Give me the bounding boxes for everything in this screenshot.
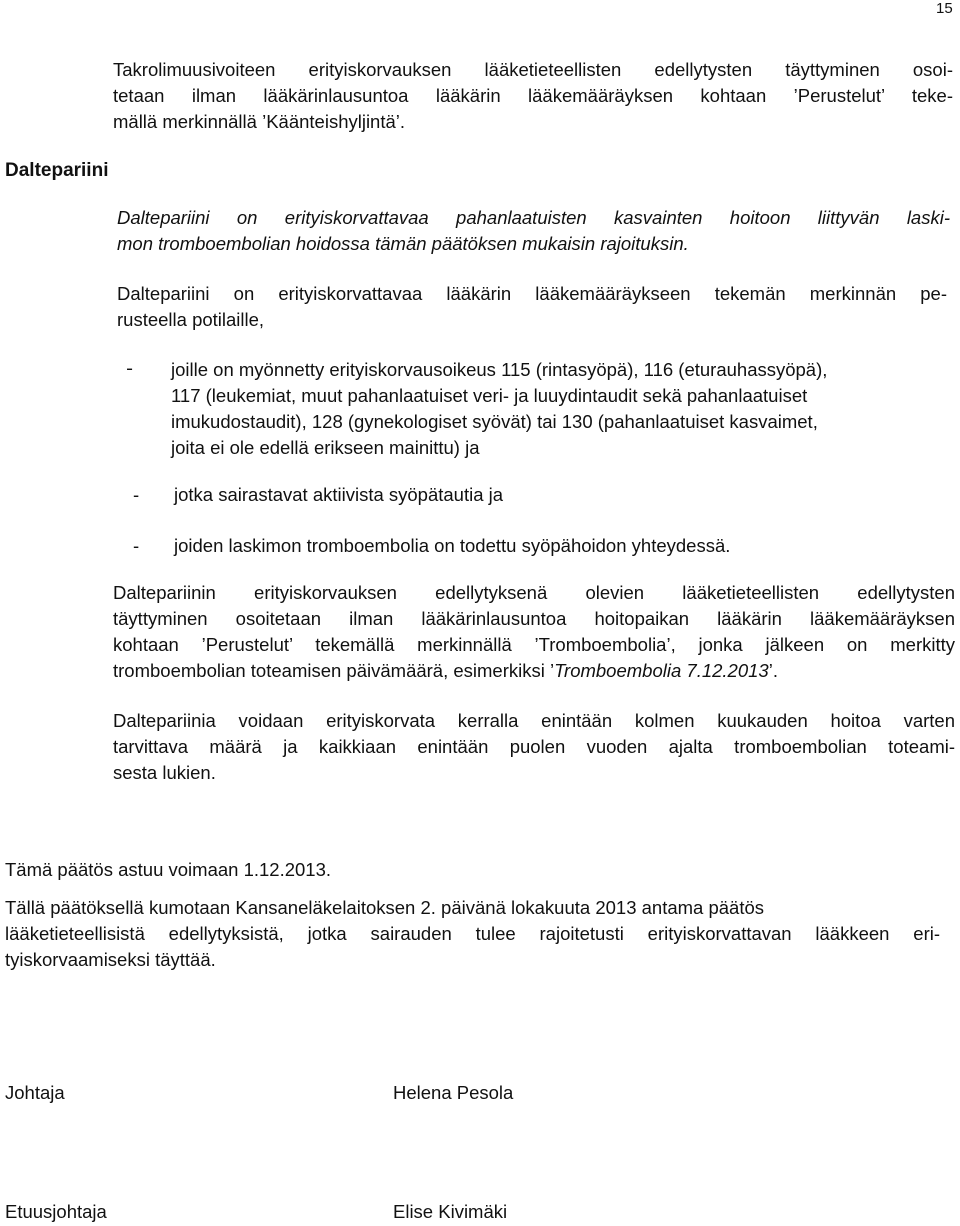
paragraph-line: tyiskorvaamiseksi täyttää. (5, 949, 216, 970)
list-dash: - (124, 359, 136, 380)
page-number: 15 (936, 0, 953, 17)
paragraph-kerralla (113, 708, 955, 786)
signature-title: Johtaja (5, 1082, 65, 1103)
paragraph-text: ’. (768, 660, 778, 681)
paragraph-line: täyttyminen osoitetaan ilman lääkärinlausuntoa hoitopaikan lääkärin lääkemääräyksen (113, 608, 955, 629)
signature-name: Helena Pesola (393, 1082, 514, 1103)
paragraph-intro (117, 281, 947, 333)
paragraph-line: sesta lukien. (113, 762, 216, 783)
paragraph-line: mon tromboembolian hoidossa tämän päätöksen mukaisin rajoituksin. (117, 233, 689, 254)
paragraph-line: lääketieteellisistä edellytyksistä, jotka sairauden tulee rajoitetusti erityiskorvattavan lääkkeen eri- (5, 923, 940, 944)
list-item-line: joille on myönnetty erityiskorvausoikeus 115 (rintasyöpä), 116 (eturauhassyöpä), (171, 359, 828, 380)
signature-title: Etuusjohtaja (5, 1201, 107, 1222)
list-dash: - (133, 484, 140, 505)
paragraph-line: tarvittava määrä ja kaikkiaan enintään puolen vuoden ajalta tromboembolian toteami- (113, 736, 955, 757)
list-item-line: joita ei ole edellä erikseen mainittu) ja (171, 437, 480, 458)
paragraph-erityiskorvattava-italic (117, 205, 950, 257)
list-item-line: imukudostaudit), 128 (gynekologiset syövät) tai 130 (pahanlaatuiset kasvaimet, (171, 411, 818, 432)
paragraph-line: Daltepariini on erityiskorvattavaa lääkärin lääkemääräykseen tekemän merkinnän pe- (117, 283, 947, 304)
list-item-1 (171, 357, 956, 461)
paragraph-line: mällä merkinnällä ’Käänteishyljintä’. (113, 111, 406, 132)
paragraph-line: Daltepariinia voidaan erityiskorvata kerralla enintään kolmen kuukauden hoitoa varten (113, 710, 955, 731)
paragraph-line: tetaan ilman lääkärinlausuntoa lääkärin lääkemääräyksen kohtaan ’Perustelut’ teke- (113, 85, 953, 106)
paragraph-takrolimuusi (113, 57, 953, 135)
list-item-3: joiden laskimon tromboembolia on todettu syöpähoidon yhteydessä. (174, 535, 731, 556)
paragraph-line: Daltepariinin erityiskorvauksen edellytyksenä olevien lääketieteellisten edellytysten (113, 582, 955, 603)
paragraph-line: kohtaan ’Perustelut’ tekemällä merkinnällä ’Tromboembolia’, jonka jälkeen on merkitty (113, 634, 955, 655)
effective-date-statement: Tämä päätös astuu voimaan 1.12.2013. (5, 859, 332, 880)
list-item-2: jotka sairastavat aktiivista syöpätautia ja (174, 484, 504, 505)
list-dash: - (133, 535, 140, 556)
signature-name: Elise Kivimäki (393, 1201, 508, 1222)
paragraph-kumotaan (5, 895, 940, 973)
paragraph-line (113, 658, 955, 684)
paragraph-line: Takrolimuusivoiteen erityiskorvauksen lääketieteellisten edellytysten täyttyminen osoi- (113, 59, 953, 80)
paragraph-edellytys (113, 580, 955, 684)
paragraph-line: Daltepariini on erityiskorvattavaa pahanlaatuisten kasvainten hoitoon liittyvän laski- (117, 207, 950, 228)
paragraph-line: Tällä päätöksellä kumotaan Kansaneläkelaitoksen 2. päivänä lokakuuta 2013 antama päätös (5, 897, 765, 918)
list-item-line: 117 (leukemiat, muut pahanlaatuiset veri- ja luuydintaudit sekä pahanlaatuiset (171, 385, 808, 406)
paragraph-line: rusteella potilaille, (117, 309, 265, 330)
example-entry: Tromboembolia 7.12.2013 (554, 660, 769, 681)
section-heading-daltepariini: Daltepariini (5, 160, 109, 181)
paragraph-text: tromboembolian toteamisen päivämäärä, esimerkiksi ’ (113, 660, 555, 681)
